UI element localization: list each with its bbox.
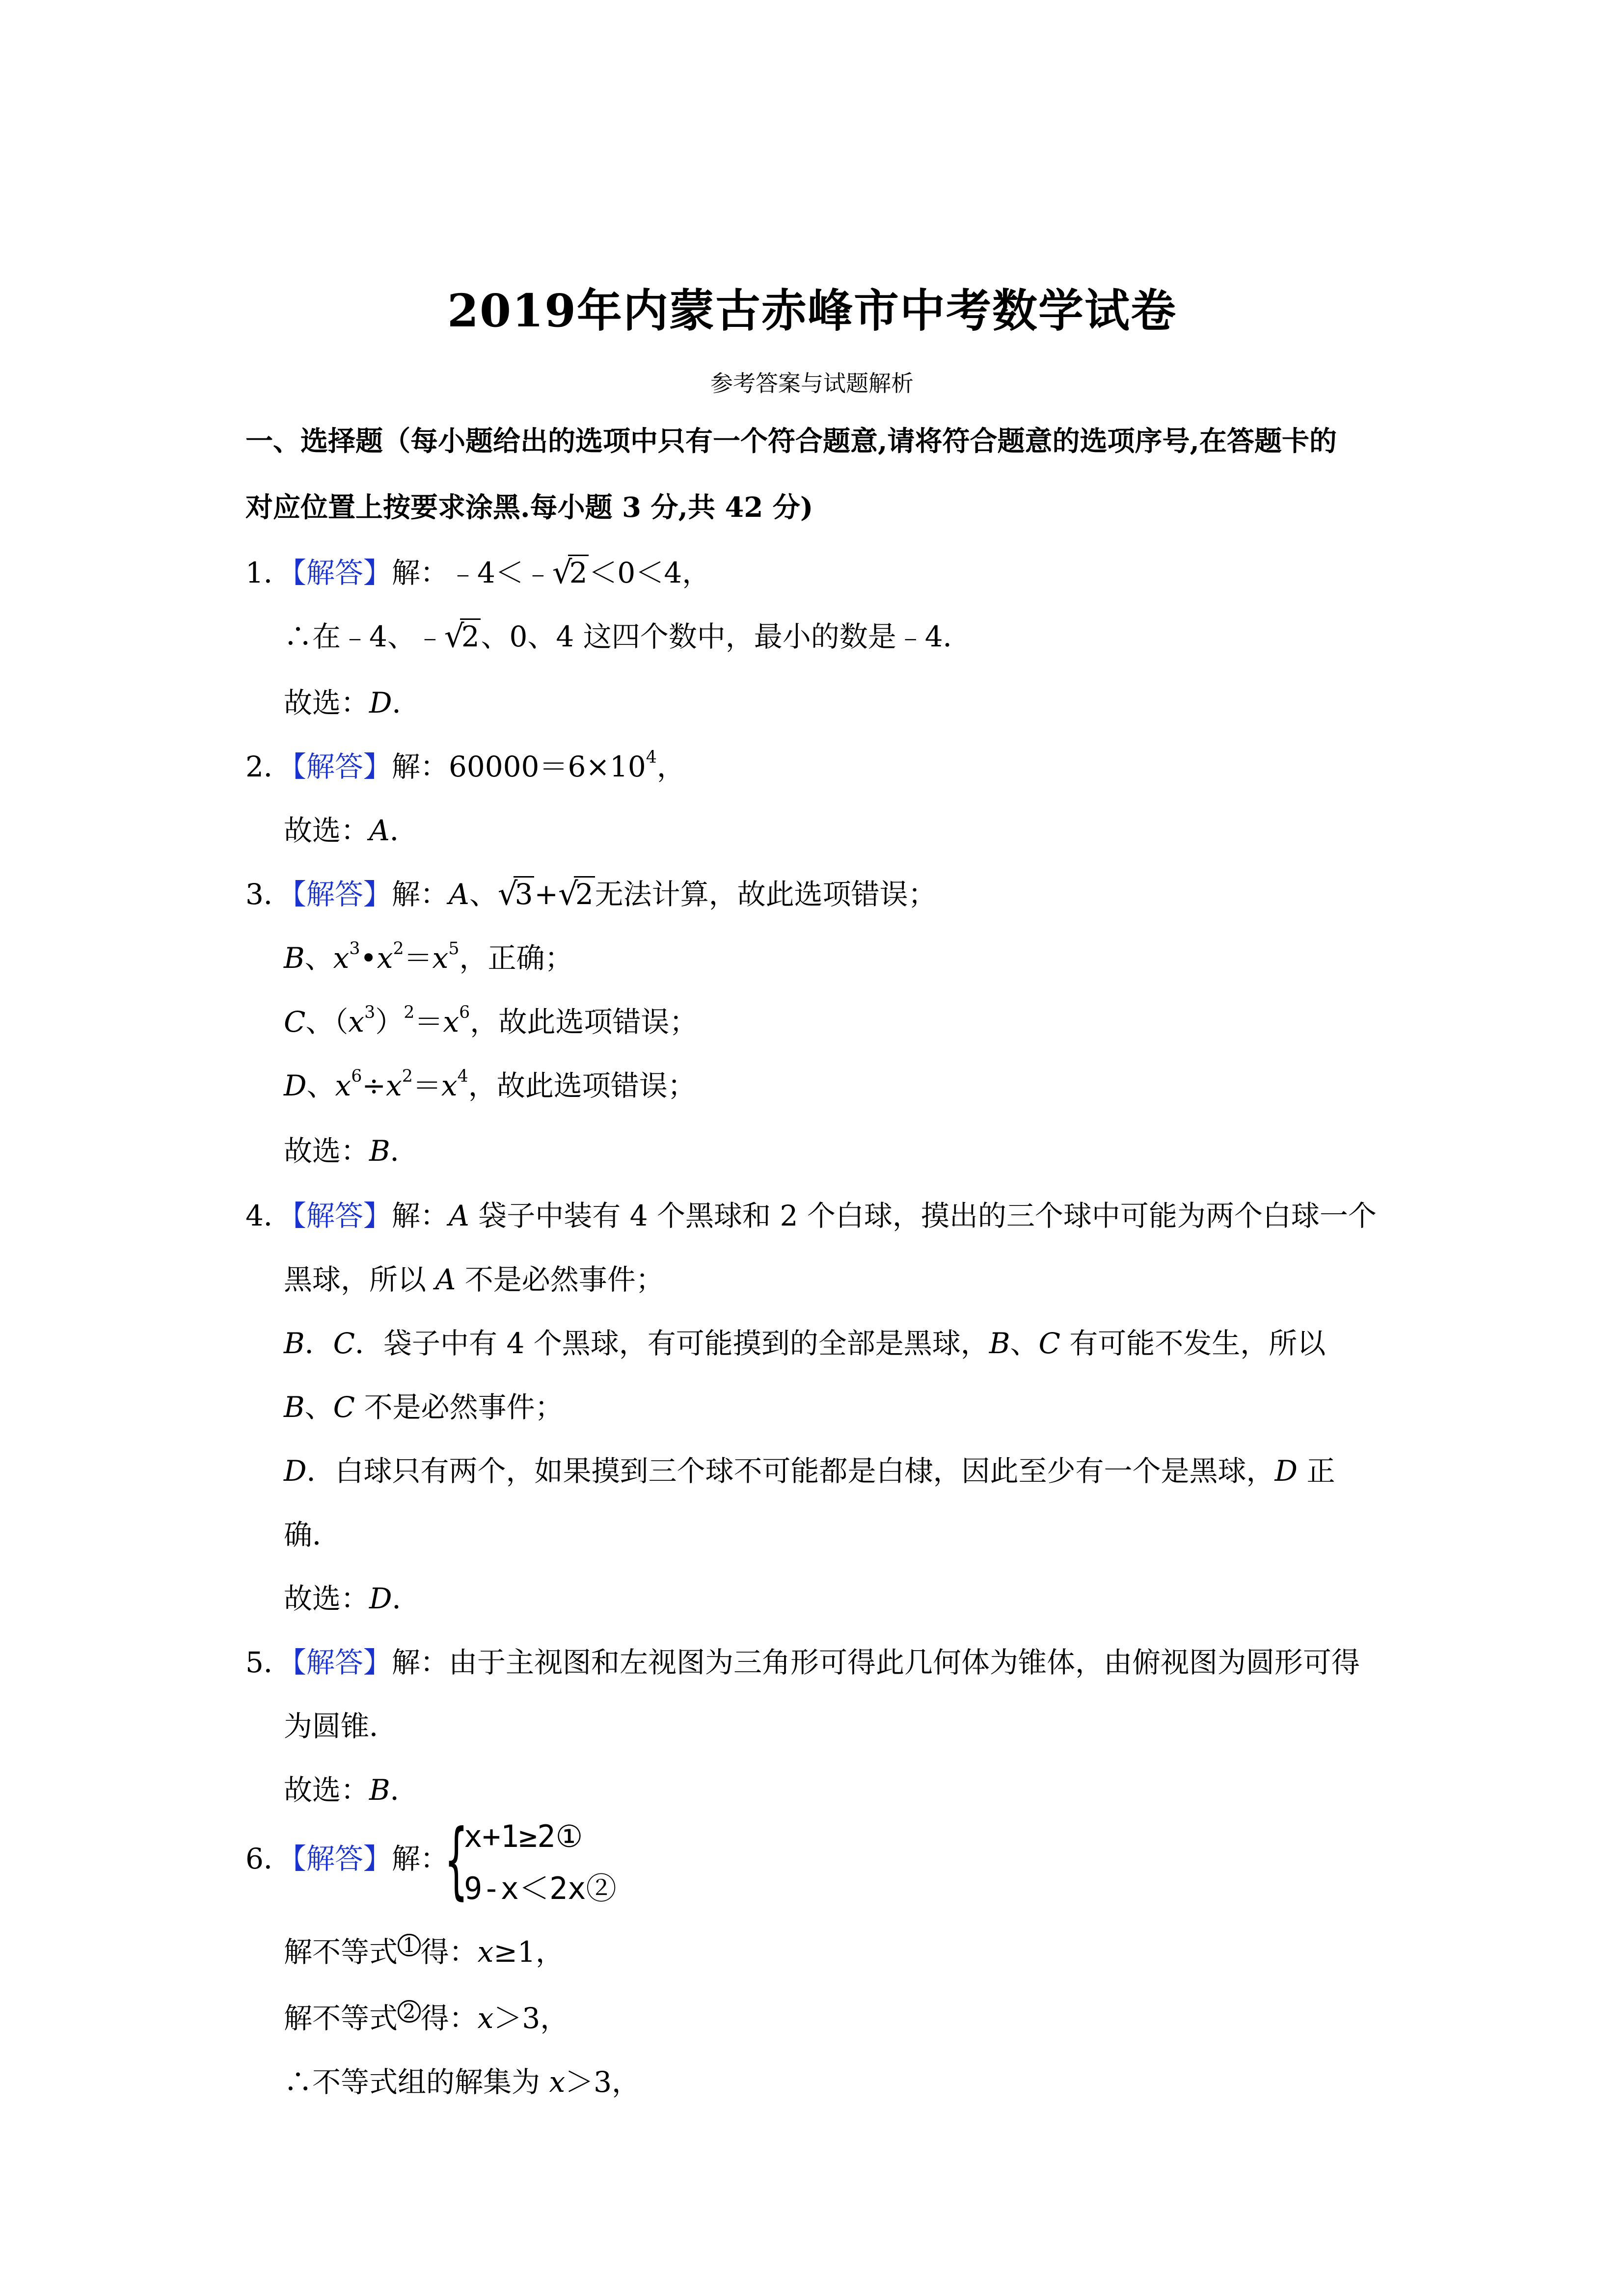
inequality-system <box>444 1812 650 1909</box>
sqrt-expression: √ 2 <box>558 878 595 911</box>
q3-choice: 故选：B． <box>284 1134 419 1168</box>
answer-tag: 【解答】 <box>292 1646 392 1679</box>
q1-answer-line <box>245 550 710 591</box>
circled-number: 1 <box>398 1934 421 1957</box>
q6-step-1: 解不等式 1 得：x≥1， <box>284 1933 564 1969</box>
q1-conclusion: ∴在﹣4、﹣ √ 2、0、4 这四个数中，最小的数是﹣4． <box>284 618 972 655</box>
q4-answer-line-4: B、C 不是必然事件； <box>284 1390 564 1424</box>
circled-number: 2 <box>398 2000 421 2023</box>
brace: { <box>444 1812 468 1909</box>
q3-option-b: B、$x^3•x^2=x^5$，正确； <box>284 939 573 975</box>
q2-answer-line: 2．【解答】解：$60000=6\times 10^4$， <box>245 748 685 783</box>
q4-choice: 故选：D． <box>284 1582 421 1615</box>
inequality-2: 9-x＜2x② <box>464 1870 617 1906</box>
answer-tag: 【解答】 <box>292 1199 392 1232</box>
q6-step-2: 解不等式 2 得：x＞3， <box>284 1999 569 2035</box>
q5-choice: 故选：B． <box>284 1773 419 1807</box>
answer-tag: 【解答】 <box>292 1842 392 1875</box>
section-heading-line-1: 一、选择题（每小题给出的选项中只有一个符合题意,请将符合题意的选项序号,在答题卡的 <box>245 425 1337 457</box>
q4-answer-line-1: 4．【解答】解：A 袋子中装有 4 个黑球和 2 个白球，摸出的三个球中可能为两个白球一个 <box>245 1199 1377 1232</box>
answer-tag: 【解答】 <box>292 750 392 783</box>
q5-answer-line-2: 为圆锥． <box>284 1709 398 1743</box>
document-title: 2019年内蒙古赤峰市中考数学试卷 <box>447 284 1177 337</box>
q4-answer-line-2: 黑球，所以 A 不是必然事件； <box>284 1263 664 1296</box>
q6-step-3: ∴不等式组的解集为 x＞3， <box>284 2065 641 2099</box>
jie-label: 解： <box>391 556 449 589</box>
answer-tag: 【解答】 <box>292 878 392 911</box>
q5-answer-line-1: 5．【解答】解：由于主视图和左视图为三角形可得此几何体为锥体，由俯视图为圆形可得 <box>245 1646 1360 1679</box>
q2-choice: 故选：A． <box>284 814 418 847</box>
q3-option-c: C、$(x^3)^2=x^6$，故此选项错误； <box>284 1003 698 1039</box>
q1-number: 1． <box>245 556 292 589</box>
q4-answer-line-6: 确． <box>284 1518 341 1551</box>
answer-tag: 【解答】 <box>292 556 392 589</box>
sqrt-expression: √ 2 <box>444 620 481 653</box>
sqrt-expression: √ 3 <box>498 878 535 911</box>
q1-choice: 故选：D． <box>284 686 421 720</box>
sqrt-expression: √ 2 <box>552 556 589 589</box>
q6-answer-line: 6．【解答】解： <box>245 1842 449 1875</box>
q3-answer-line: 3．【解答】解：A、 √ 3+ √ 2无法计算，故此选项错误； <box>245 876 937 912</box>
inequality-1: x+1≥2① <box>464 1818 583 1854</box>
q3-option-d: D、$x^6\div x^2=x^4$，故此选项错误； <box>284 1067 696 1102</box>
document-subtitle: 参考答案与试题解析 <box>710 370 914 397</box>
q1-part1: ﹣4＜﹣ <box>448 556 552 589</box>
q1-part2: ＜0＜4， <box>589 556 711 589</box>
q4-answer-line-5: D．白球只有两个，如果摸到三个球不可能都是白棣，因此至少有一个是黑球，D 正 <box>284 1454 1335 1488</box>
section-heading-line-2: 对应位置上按要求涂黑.每小题 3 分,共 42 分) <box>245 491 813 524</box>
q4-answer-line-3: B．C．袋子中有 4 个黑球，有可能摸到的全部是黑球，B、C 有可能不发生，所以 <box>284 1327 1326 1360</box>
